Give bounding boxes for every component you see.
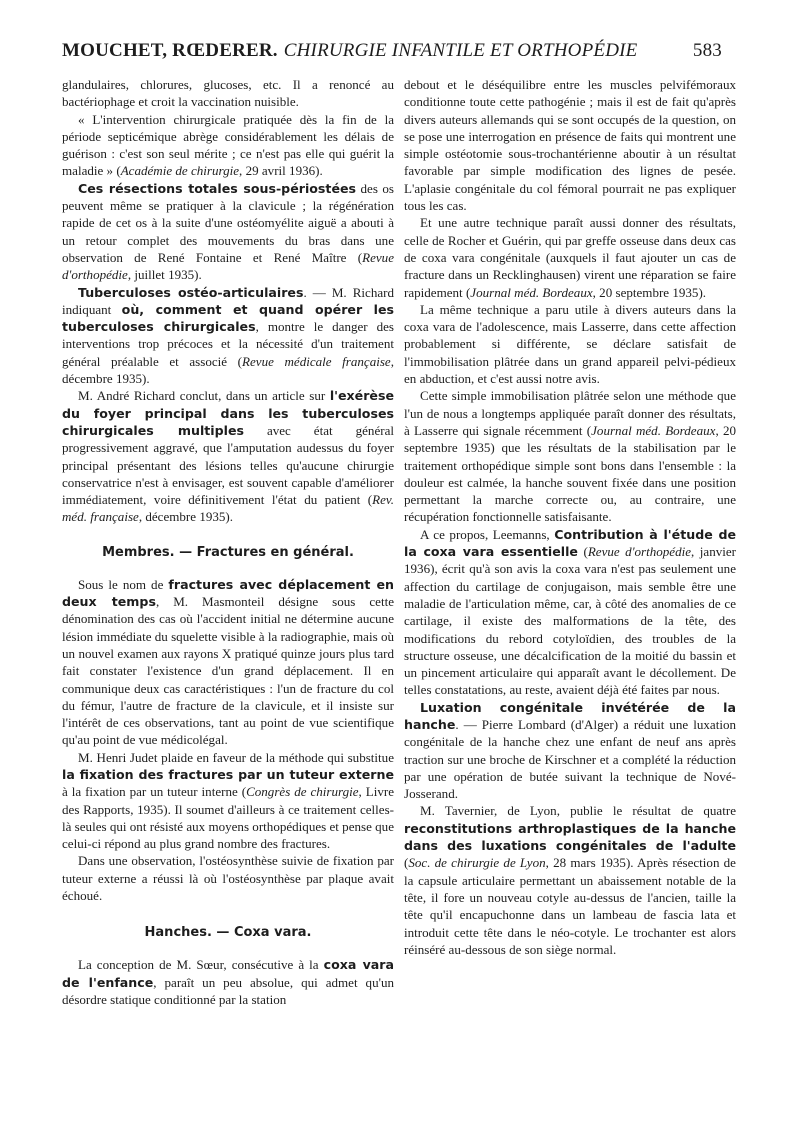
paragraph-text: « L'intervention chirurgicale pratiquée dès la fin de la période septicémique abrège considérablement les délais de guérison : c'est son seul mérite ; ce n'est pas elle qui guérit la maladie » ( (62, 111, 394, 179)
header-authors: MOUCHET, RŒDERER. (62, 40, 278, 61)
topic-emphasis: coxa vara de l'enfance (62, 957, 394, 990)
running-header (62, 40, 722, 70)
topic-heading: Tuberculoses ostéo-articulaires (78, 284, 304, 300)
paragraph-text: Et une autre technique paraît aussi donner des résultats, celle de Rocher et Guérin, qui par greffe osseuse dans deux cas de coxa vara congénitale (auxquels il faut ajouter un cas de fracture dans un Recklinghausen) virent une réparation se faire rapidement ( (404, 215, 736, 300)
paragraph-text: Dans une observation, l'ostéosynthèse suivie de fixation par tuteur externe a réussi là où l'ostéosynthèse par plaque avait échoué. (62, 853, 394, 904)
left-column (62, 76, 394, 1008)
paragraph (404, 76, 736, 214)
citation: Revue médicale française (242, 353, 391, 369)
citation: Soc. de chirurgie de Lyon (408, 855, 546, 871)
paragraph (404, 699, 736, 803)
paragraph-text: , janvier 1936), écrit qu'à son avis la coxa vara n'est pas seulement une affection du cartilage de conjugaison, mais semble être une maladie de l'articulation même, car, à côté des anomalies de ce cartilage, il existe des malformations de la tête, des modifications du rebord cotyloïdien, des troubles de la structure osseuse, une décalcification de la moitié du bassin et un pincement articulaire qui apparaît avant le décollement. De telles constatations, au reste, avaient déjà été faites par nous. (404, 544, 737, 698)
paragraph-text: , décembre 1935). (62, 353, 394, 387)
paragraph-text: , juillet 1935). (127, 267, 202, 283)
topic-emphasis: l'exérèse du foyer principal dans les tuberculoses chirurgicales multiples (62, 388, 394, 438)
paragraph-text: , M. Masmonteil désigne sous cette dénomination des cas où l'accident initial ne détermine aucune lésion immédiate du squelette visible à la radiographie, mais où un nouvel examen aux rayons X pratiqué quinze jours plus tard fait constater l'existence d'un grand déplacement. Il en communique deux cas caractéristiques : l'un de fracture du col du fémur, l'autre de fracture de la clavicule, et il insiste sur l'intérêt de ces observations, tant au point de vue scientifique qu'au point de vue médicolégal. (62, 594, 394, 748)
paragraph (62, 956, 394, 1008)
topic-emphasis: reconstitutions arthroplastiques de la hanche dans des luxations congénitales de l'adulte (404, 820, 736, 854)
paragraph (62, 284, 394, 388)
paragraph (404, 301, 736, 387)
paragraph-text: , 29 avril 1936). (239, 163, 323, 179)
paragraph (404, 387, 736, 525)
paragraph-text: , 20 septembre 1935). (592, 284, 707, 300)
section-heading-hanches: Hanches. — Coxa vara. (144, 925, 312, 941)
citation: Journal méd. Bordeaux (470, 284, 593, 300)
paragraph (404, 214, 736, 300)
paragraph (62, 749, 394, 853)
paragraph-text: à la fixation par un tuteur interne ( (62, 784, 247, 800)
paragraph-text: , décembre 1935). (138, 509, 234, 525)
paragraph-text: . — M. Richard indiquant (62, 284, 394, 317)
citation: Académie de chirurgie (120, 163, 240, 179)
paragraph-text: , 28 mars 1935). Après résection de la capsule articulaire permettant un abaissement notable de la tête, il fore un nouveau cotyle au-dessus de l'ancien, taille la tête qu'il encapuchonne dans un lambeau de fascia lata et introduit cette tête dans le néo-cotyle. Le trochanter est alors réinséré au-dessous de son siège normal. (404, 855, 736, 957)
paragraph (62, 180, 394, 284)
paragraph-text: , 20 septembre 1935) que les résultats de la stabilisation par le traitement orthopédique simple sont bons dans l'ensemble : la douleur est calmée, la hanche souvent fixée dans une position permettant la marche correcte ou, au contraire, une récupération fonctionnelle satisfaisante. (404, 422, 736, 525)
paragraph-text: debout et le déséquilibre entre les muscles pelvifémoraux conditionne toute cette pathogénie ; mais il est de fait qu'après divers auteurs allemands qui se sont occupés de la question, on se pose une interrogation en présence de faits qui montrent une simple ostéotomie sous-trochantérienne aboutir à un résultat favorable par simple modification des lignes de pesée. L'aplasie congénitale du col fémoral pourrait ne pas expliquer tous les cas. (404, 77, 736, 214)
paragraph-text: La même technique a paru utile à divers auteurs dans la coxa vara de l'adolescence, mais Lasserre, dans cette affection probablement si différente, se déclare satisfait de l'immobilisation plâtrée dans un grand appareil pelvi-pédieux en abduction, et c'est aussi notre avis. (404, 301, 736, 387)
section-heading-membres: Membres. — Fractures en général. (102, 544, 354, 560)
topic-heading: Ces résections totales sous-périostées (78, 180, 357, 196)
paragraph (62, 387, 394, 525)
header-title: CHIRURGIE INFANTILE ET ORTHOPÉDIE (283, 40, 638, 61)
citation: Revue d'orthopédie (62, 249, 394, 283)
topic-emphasis: Contribution à l'étude de la coxa vara essentielle (404, 526, 737, 560)
paragraph-text: ( (577, 544, 588, 560)
paragraph-text: glandulaires, chlorures, glucoses, etc. Il a renoncé au bactériophage et croit la vaccination nuisible. (62, 77, 394, 110)
paragraph-text: Cette simple immobilisation plâtrée selon une méthode que l'un de nous a longtemps appliquée paraît donner des résultats, à Lasserre qui signale récemment ( (404, 388, 736, 438)
paragraph-text: , montre le danger des interventions trop précoces et la nécessité d'un traitement général préalable et associé ( (62, 319, 394, 369)
citation: Revue d'orthopédie (587, 544, 692, 560)
paragraph-text: M. Henri Judet plaide en faveur de la méthode qui substitue (78, 749, 394, 765)
topic-emphasis: la fixation des fractures par un tuteur externe (62, 766, 394, 782)
paragraph-text: Sous le nom de (78, 576, 169, 592)
paragraph-text: La conception de M. Sœur, consécutive à la (78, 957, 324, 973)
citation: Journal méd. Bordeaux (591, 422, 716, 438)
paragraph (62, 852, 394, 904)
paragraph-text: M. André Richard conclut, dans un article sur (78, 388, 330, 404)
paragraph-text: avec état général progressivement aggravé, que l'amputation audessus du foyer principal présentant des lésions telles qu'aucune chirurgie conservatrice n'est à envisager, est souvent capable d'améliorer immédiatement, voire définitivement l'état du patient ( (62, 422, 394, 508)
paragraph-text: des os peuvent même se pratiquer à la clavicule ; la régénération rapide de cet os à la suite d'une ostéomyélite aiguë a abouti à un retour complet des mouvements du bras dans une observation de René Fontaine et René Maître ( (62, 180, 394, 265)
right-column (404, 76, 736, 958)
paragraph-text: , paraît un peu absolue, qui admet qu'un désordre statique conditionné par la station (62, 974, 394, 1007)
paragraph (404, 802, 736, 958)
paragraph-text: . — Pierre Lombard (d'Alger) a réduit une luxation congénitale de la hanche chez une enfant de neuf ans après traction sur une broche de Kirschner et a complété la réduction par une opération de butée suivant la technique de Nové-Josserand. (404, 716, 736, 802)
paragraph (62, 111, 394, 180)
paragraph-text: M. Tavernier, de Lyon, publie le résultat de quatre (420, 803, 736, 819)
paragraph-text: ( (404, 855, 409, 871)
topic-emphasis: où, comment et quand opérer les tuberculoses chirurgicales (62, 301, 395, 335)
paragraph (62, 76, 394, 111)
topic-emphasis: fractures avec déplacement en deux temps (62, 576, 394, 610)
citation: Congrès de chirurgie (246, 784, 359, 800)
page-number: 583 (692, 40, 722, 61)
citation: Rev. méd. française (62, 492, 394, 525)
paragraph-text: A ce propos, Leemanns, (420, 526, 555, 542)
paragraph-text: , Livre des Rapports, 1935). Il soumet d'ailleurs à ce traitement celles-là seules qui ont résisté aux moyens orthopédiques et pense que celui-ci répond au plus grand nombre des fractures. (62, 784, 394, 852)
paragraph (62, 576, 394, 749)
topic-heading: Luxation congénitale invétérée de la hanche (404, 699, 736, 732)
paragraph (404, 526, 736, 699)
